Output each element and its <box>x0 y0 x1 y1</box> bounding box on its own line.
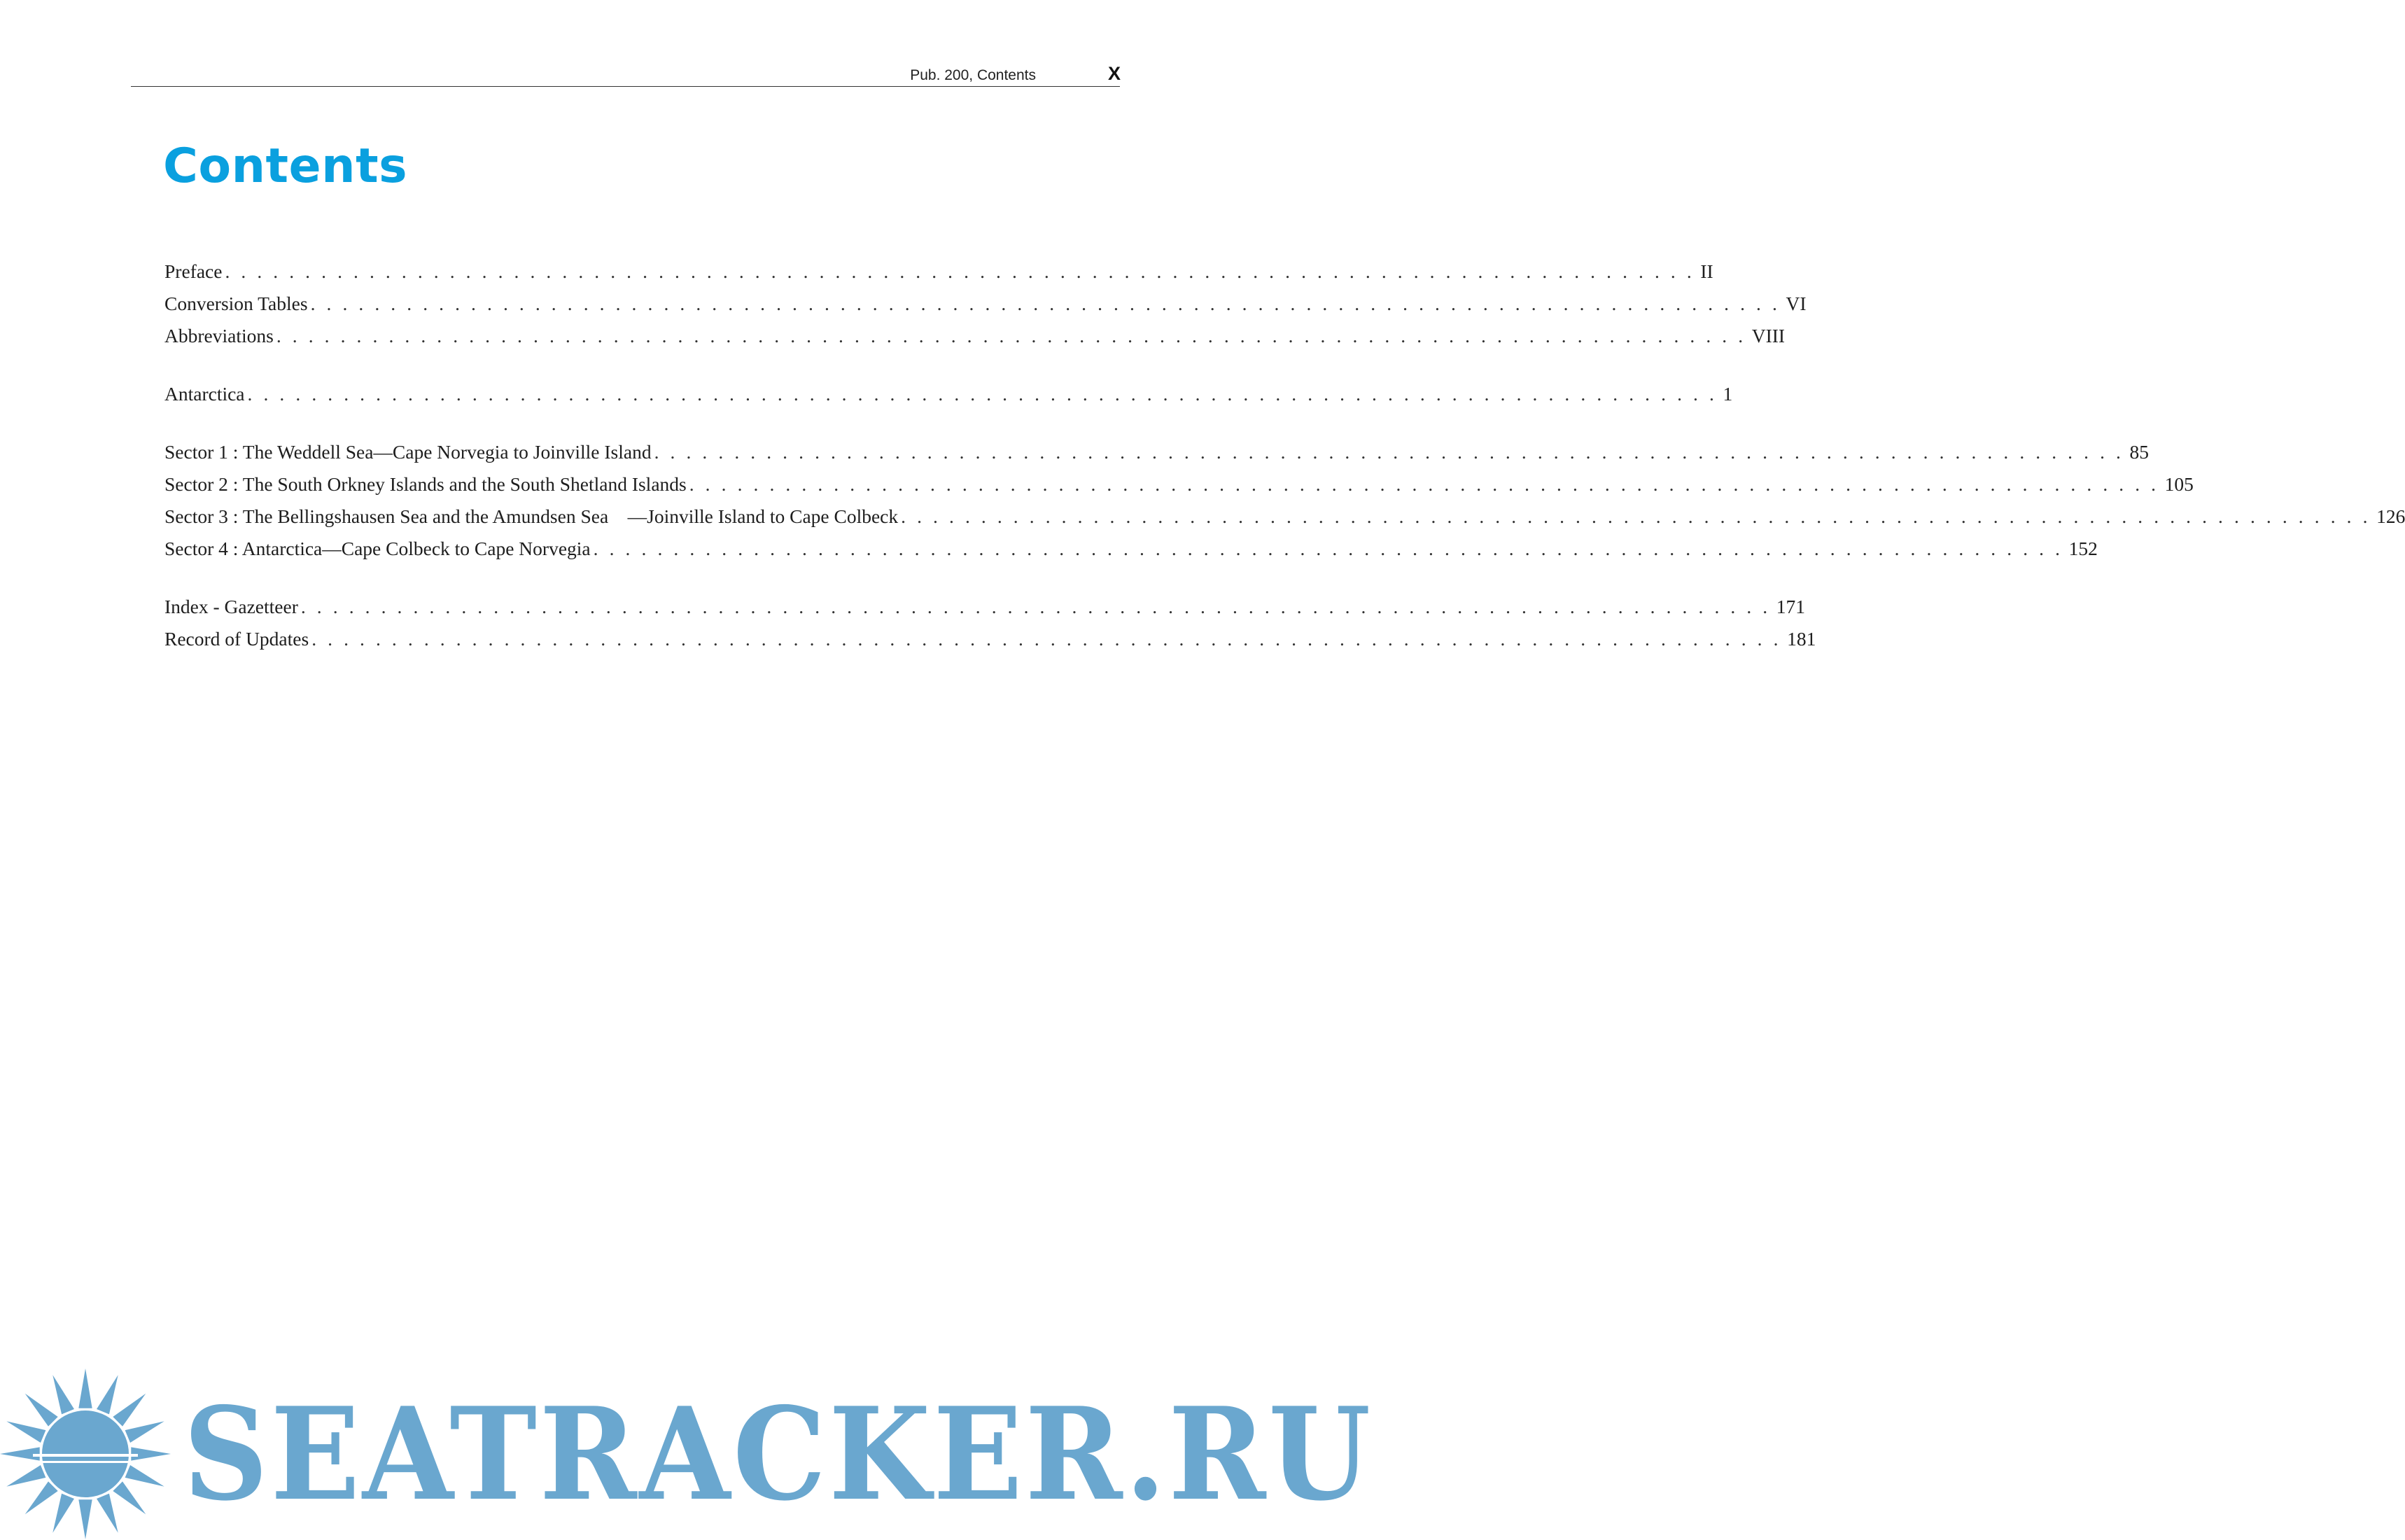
toc-entry[interactable] <box>164 260 1713 293</box>
page-title: Contents <box>163 139 408 194</box>
sun-ray <box>78 1368 92 1408</box>
toc-entry-page: 181 <box>1787 628 1816 650</box>
dot-leader <box>594 538 2063 560</box>
dot-leader <box>901 505 2371 528</box>
dot-leader <box>276 325 1746 347</box>
header-rule <box>131 86 1120 87</box>
toc-entry[interactable] <box>164 293 1807 325</box>
toc-entry-page: 171 <box>1776 596 1806 617</box>
toc-entry[interactable] <box>164 473 2194 505</box>
dot-leader <box>248 383 1718 405</box>
toc-group <box>164 441 2405 570</box>
toc-entry-label: Index - Gazetteer <box>164 596 298 617</box>
toc-entry-label: Sector 4 : Antarctica—Cape Colbeck to Cape Norvegia <box>164 538 591 559</box>
toc-entry[interactable] <box>164 441 2150 473</box>
toc-group <box>164 596 1816 660</box>
watermark <box>0 1368 1373 1540</box>
dot-leader <box>689 473 2159 496</box>
toc-entry-page: 85 <box>2129 441 2150 463</box>
toc-group <box>164 260 1807 357</box>
toc-entry[interactable] <box>164 596 1806 628</box>
toc-entry-label: Sector 2 : The South Orkney Islands and the South Shetland Islands <box>164 473 687 495</box>
toc-entry-page: II <box>1700 260 1713 282</box>
sun-ray <box>113 1394 146 1427</box>
dot-leader <box>311 628 1781 650</box>
page-number: X <box>1108 63 1121 84</box>
sun-ray <box>97 1494 118 1533</box>
sun-ray <box>25 1394 58 1427</box>
dot-leader <box>311 293 1781 315</box>
sun-ray <box>78 1499 92 1539</box>
toc-entry-page: 152 <box>2068 538 2098 559</box>
running-header: Pub. 200, Contents <box>910 67 1036 83</box>
toc-entry-label: Abbreviations <box>164 325 274 346</box>
toc-group <box>164 383 1733 415</box>
toc-entry-label: Conversion Tables <box>164 293 308 314</box>
toc-entry-label: Preface <box>164 260 223 282</box>
sun-ray <box>6 1465 45 1487</box>
toc-entry[interactable] <box>164 505 2405 538</box>
dot-leader <box>301 596 1771 618</box>
sun-ray <box>113 1481 146 1514</box>
toc-entry-page: 105 <box>2164 473 2194 495</box>
sun-icon <box>0 1368 178 1540</box>
toc-entry-label: Antarctica <box>164 383 245 405</box>
sun-ray <box>97 1375 118 1414</box>
toc-entry[interactable] <box>164 538 2098 570</box>
toc-entry-page: VIII <box>1751 325 1786 346</box>
toc-entry[interactable] <box>164 383 1733 415</box>
toc-entry-page: 1 <box>1723 383 1733 405</box>
sun-ray <box>125 1421 164 1443</box>
dot-leader <box>654 441 2124 463</box>
table-of-contents <box>164 260 2405 686</box>
sun-ray <box>52 1494 74 1533</box>
sun-ray <box>6 1421 45 1443</box>
toc-entry[interactable] <box>164 628 1816 660</box>
toc-entry-label: Sector 3 : The Bellingshausen Sea and the Amundsen Sea —Joinville Island to Cape Colbeck <box>164 505 899 527</box>
toc-entry[interactable] <box>164 325 1786 357</box>
toc-entry-page: VI <box>1786 293 1807 314</box>
toc-entry-label: Sector 1 : The Weddell Sea—Cape Norvegia to Joinville Island <box>164 441 652 463</box>
toc-entry-page: 126 <box>2376 505 2405 527</box>
watermark-text: SEATRACKER.RU <box>183 1379 1373 1529</box>
sun-ray <box>125 1465 164 1487</box>
dot-leader <box>225 260 1695 283</box>
sun-ray <box>52 1375 74 1414</box>
sun-ray <box>25 1481 58 1514</box>
toc-entry-label: Record of Updates <box>164 628 309 650</box>
